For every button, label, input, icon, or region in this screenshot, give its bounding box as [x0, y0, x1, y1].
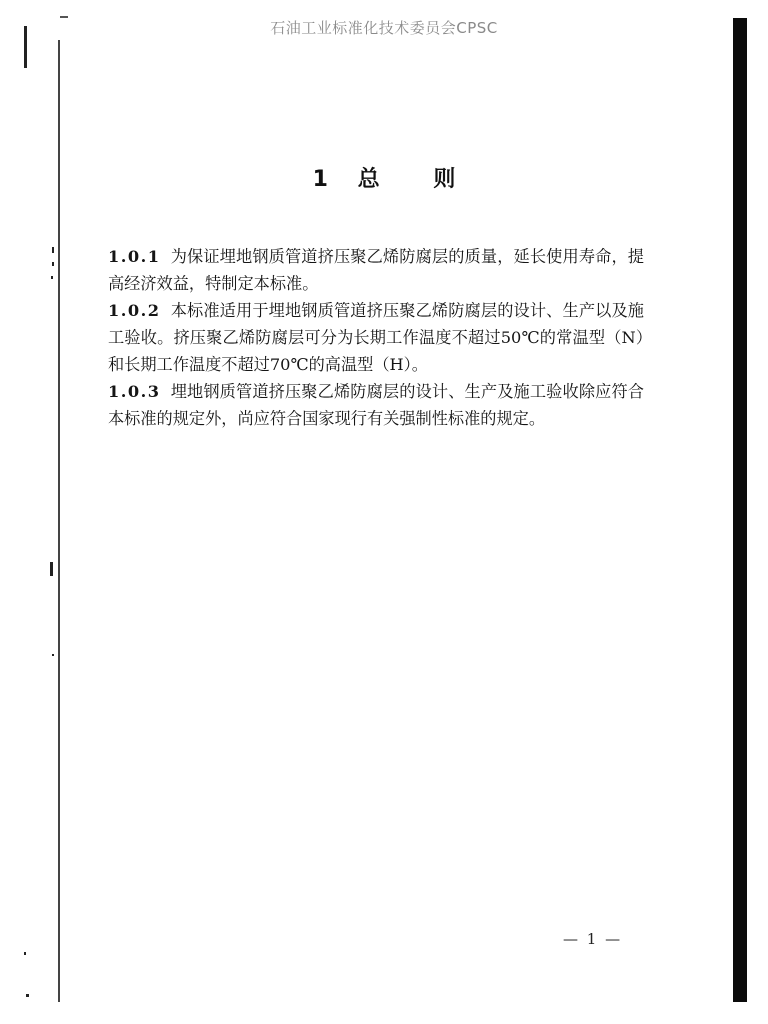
- chapter-title: [0, 162, 768, 193]
- clause-list: [108, 243, 644, 432]
- clause-1-0-1: [108, 243, 644, 297]
- scan-speck: [52, 262, 54, 266]
- clause-text: 本标准适用于埋地钢质管道挤压聚乙烯防腐层的设计、生产以及施工验收。挤压聚乙烯防腐层可分为长期工作温度不超过50℃的常温型（N）和长期工作温度不超过70℃的高温型（H）。: [108, 301, 644, 374]
- clause-number: 1.0.2: [108, 301, 161, 320]
- scan-speck: [50, 562, 53, 576]
- scan-speck: [52, 654, 54, 656]
- clause-number: 1.0.1: [108, 247, 161, 266]
- scan-speck: [52, 247, 54, 253]
- scan-speck: [24, 952, 26, 955]
- scan-speck: [51, 276, 53, 279]
- page-number: — 1 —: [563, 930, 623, 948]
- clause-text: 为保证埋地钢质管道挤压聚乙烯防腐层的质量，延长使用寿命，提高经济效益，特制定本标准。: [108, 247, 644, 293]
- scan-speck: [26, 994, 29, 997]
- clause-1-0-2: [108, 297, 644, 378]
- clause-number: 1.0.3: [108, 382, 161, 401]
- clause-1-0-3: [108, 378, 644, 432]
- chapter-number: 1: [312, 167, 328, 192]
- chapter-title-word-2: 则: [433, 167, 456, 192]
- header-watermark: 石油工业标准化技术委员会CPSC: [270, 19, 498, 37]
- chapter-title-word-1: 总: [357, 167, 380, 192]
- clause-text: 埋地钢质管道挤压聚乙烯防腐层的设计、生产及施工验收除应符合本标准的规定外，尚应符合国家现行有关强制性标准的规定。: [108, 382, 644, 428]
